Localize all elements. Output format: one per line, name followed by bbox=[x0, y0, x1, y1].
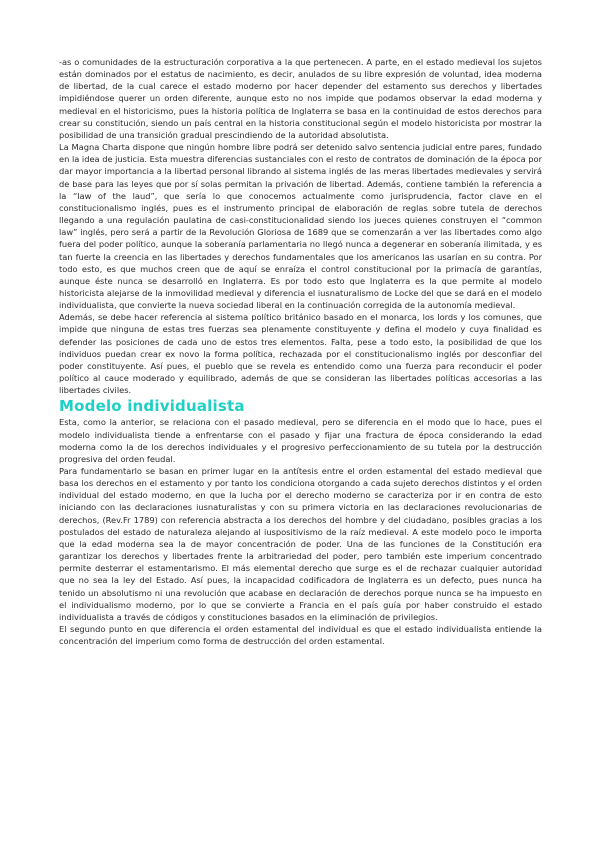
paragraph-sistema-britanico: Además, se debe hacer referencia al sistema político británico basado en el monarca, los lords y los comunes, que impide que ninguna de estas tres fuerzas sea plenamente constituyente y defina el modelo y cuya finalidad es defender las posiciones de cada uno de estos tres elementos. Falta, pese a todo esto, la posibilidad de que los individuos puedan crear ex novo la forma política, rechazada por el constitucionalismo inglés por desconfiar del poder constituyente. Así pues, el pueblo que se revela es entendido como una fuerza para reconducir el poder político al cauce moderado y equilibrado, además de que se consideran las libertades políticas accesorias a las libertades civiles. bbox=[59, 312, 542, 396]
paragraph-segundo-punto: El segundo punto en que diferencia el orden estamental del individual es que el estado individualista entiende la concentración del imperium como forma de destrucción del orden estamental. bbox=[59, 624, 542, 647]
section-heading-modelo-individualista: Modelo individualista bbox=[59, 397, 245, 416]
document-page bbox=[59, 56, 542, 647]
paragraph-estado-medieval: -as o comunidades de la estructuración corporativa a la que pertenecen. A parte, en el estado medieval los sujetos están dominados por el estatus de nacimiento, es decir, anulados de su libre expresión de voluntad, idea moderna de libertad, de la cual carece el estado moderno por hacer depender del estamento sus derechos y libertades impidiéndose querer un orden diferente, aunque esto no nos impide que podamos observar la edad moderna y medieval en el historicismo, pues la historia política de Inglaterra se basa en la continuidad de estos derechos para crear su constitución, siendo un país central en la historia constitucional según el modelo historicista por mostrar la posibilidad de una transición gradual prescindiendo de la autoridad absolutista. bbox=[59, 57, 542, 140]
paragraph-pasado-medieval: Esta, como la anterior, se relaciona con el pasado medieval, pero se diferencia en el modo que lo hace, pues el modelo individualista tiende a enfrentarse con el pasado y fijar una fractura de época considerando la edad moderna como la de los derechos individuales y el progresivo perfeccionamiento de su tutela por la destrucción progresiva del orden feudal. bbox=[59, 417, 542, 464]
paragraph-antitesis-estamental: Para fundamentarlo se basan en primer lugar en la antítesis entre el orden estamental del estado medieval que basa los derechos en el estamento y por tanto los condiciona otorgando a cada sujeto derechos distintos y el orden individual del estado moderno, en que la lucha por el derecho moderno se caracteriza por ir en contra de esto iniciando con las declaraciones iusnaturalistas y con su primera victoria en las declaraciones revolucionarias de derechos, (Rev.Fr 1789) con referencia abstracta a los derechos del hombre y del ciudadano, posibles gracias a los postulados del estado de naturaleza alejando al iuspositivismo de la raíz medieval. A este modelo poco le importa que la edad moderna sea la de mayor concentración de poder. Una de las funciones de la Constitución era garantizar los derechos y libertades frente la arbitrariedad del poder, pero también este imperium concentrado permite desterrar el estamentarismo. El más elemental derecho que surge es el de rechazar cualquier autoridad que no sea la ley del Estado. Así pues, la incapacidad codificadora de Inglaterra es un defecto, pues nunca ha tenido un absolutismo ni una revolución que acabase en declaración de derechos porque nunca se ha impuesto en el individualismo moderno, por lo que se convierte a Francia en el país guía por haber construido el estado individualista a través de códigos y constituciones basados en la eliminación de privilegios. bbox=[59, 466, 542, 622]
paragraph-magna-charta: La Magna Charta dispone que ningún hombre libre podrá ser detenido salvo sentencia judicial entre pares, fundado en la idea de justicia. Esta muestra diferencias sustanciales con el resto de contratos de dominación de la época por dar mayor importancia a la libertad personal librando al sistema inglés de las meras libertades medievales y servirá de base para las leyes que por sí solas permitan la privación de libertad. Además, contiene también la referencia a la “law of the laud”, que sería lo que conocemos actualmente como jurisprudencia, factor clave en el constitucionalismo inglés, pues es el instrumento principal de elaboración de reglas sobre tutela de derechos llegando a una regulación paulatina de casi-constitucionalidad siendo los jueces quienes construyen el “common law” inglés, pero será a partir de la Revolución Gloriosa de 1689 que se comenzarán a ver las libertades como algo fuera del poder político, aunque la soberanía parlamentaria no llegó nunca a degenerar en soberanía ilimitada, y es tan fuerte la creencia en las libertades y derechos fundamentales que los americanos las usarían en su contra. Por todo esto, es que muchos creen que de aquí se enraíza el control constitucional por la primacía de garantías, aunque éste nunca se desarrolló en Inglaterra. Es por todo esto que Inglaterra es la que permite al modelo historicista alejarse de la inmovilidad medieval y diferencia el iusnaturalismo de Locke del que se dará en el modelo individualista, que convierte la nueva sociedad liberal en la continuación corregida de la autonomía medieval. bbox=[59, 142, 542, 311]
